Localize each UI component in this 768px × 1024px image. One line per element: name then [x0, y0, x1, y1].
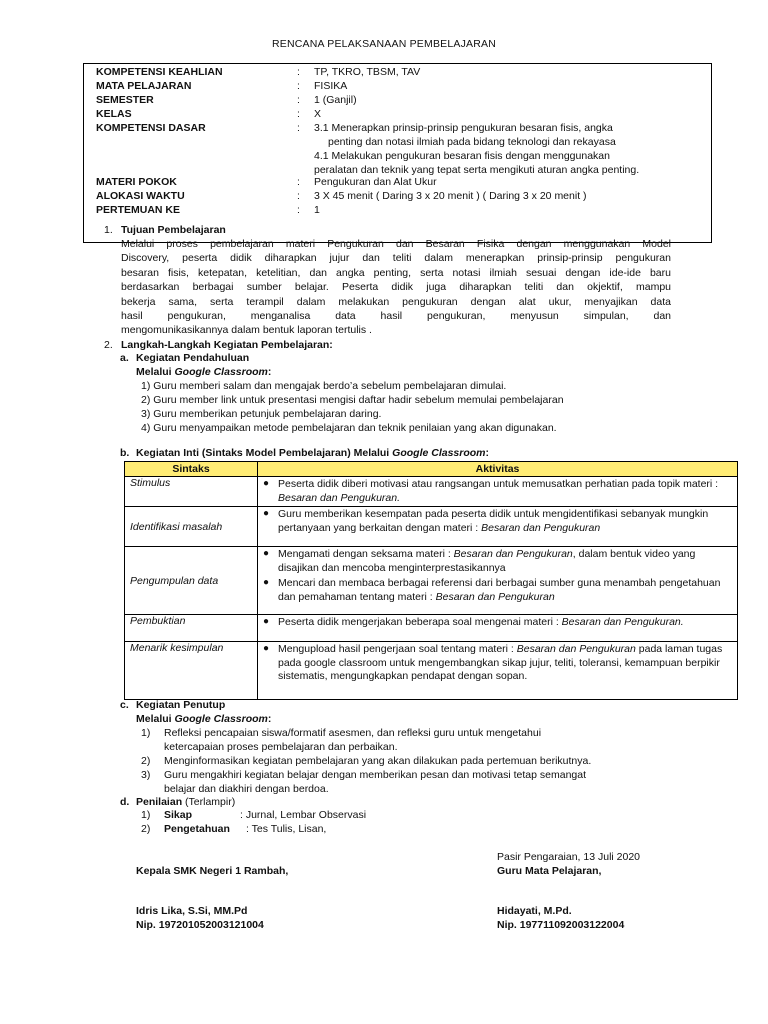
place-date: Pasir Pengaraian, 13 Juli 2020: [497, 851, 641, 863]
activity-text: Besaran dan Pengukuran: [516, 643, 636, 655]
bullet-icon: ●: [263, 548, 270, 559]
assessment-item-value: : Tes Tulis, Lisan,: [246, 823, 327, 835]
teacher-name: Hidayati, M.Pd.: [497, 905, 572, 917]
table-row: [125, 477, 738, 507]
assessment-item-number: 2): [141, 823, 151, 835]
objective-line: Melalui proses pembelajaran materi Pengukuran dan Besaran Fisika dengan menggunakan Model: [121, 238, 671, 250]
opening-activity-item: 1) Guru memberi salam dan mengajak berdo’a sebelum pembelajaran dimulai.: [141, 380, 507, 392]
info-label: PERTEMUAN KE: [96, 204, 181, 216]
syntax-name: Menarik kesimpulan: [125, 642, 258, 700]
section-2a-platform: Google Classroom: [174, 366, 268, 378]
activity-text: Besaran dan Pengukuran: [435, 590, 555, 603]
activity-item: [258, 615, 737, 631]
table-row: [125, 507, 738, 547]
assessment-item-value: : Jurnal, Lembar Observasi: [240, 809, 367, 821]
info-colon: :: [297, 108, 300, 120]
objective-line: bekerja sama, serta terampil dalam melakukan pengukuran dengan alat ukur, menyajikan data: [121, 295, 671, 308]
objective-line: hasil pengukuran, menganalisa data hasil pengukuran, menyusun simpulan, dan: [121, 310, 671, 322]
info-value: 3 X 45 menit ( Daring 3 x 20 menit ) ( Daring 3 x 20 menit ): [314, 190, 587, 202]
closing-item-text: Menginformasikan kegiatan pembelajaran yang akan dilakukan pada pertemuan berikutnya.: [164, 755, 592, 767]
closing-item-number: 1): [141, 727, 151, 739]
activity-text: Peserta didik mengerjakan beberapa soal mengenai materi :: [278, 616, 562, 628]
section-2a-heading: Kegiatan Pendahuluan: [136, 352, 250, 364]
activity-cell: [258, 477, 738, 507]
activity-cell: [258, 507, 738, 547]
activity-text: Guru memberikan kesempatan pada peserta didik untuk mengidentifikasi sebanyak mungkin pertanyaan yang berkaitan dengan materi :: [278, 508, 709, 534]
bullet-icon: ●: [263, 508, 270, 519]
table-row: [125, 615, 738, 642]
activity-text: Besaran dan Pengukuran.: [278, 491, 401, 504]
principal-name: Idris Lika, S.Si, MM.Pd: [136, 905, 248, 917]
bullet-icon: ●: [263, 616, 270, 627]
section-2b-heading-wrap: Kegiatan Inti (Sintaks Model Pembelajaran) Melalui Google Classroom:: [136, 447, 490, 459]
info-value-continued: peralatan dan teknik yang tepat serta mengikuti aturan angka penting.: [314, 164, 640, 176]
closing-item-number: 3): [141, 769, 151, 781]
section-2a-via: Melalui Google Classroom:: [136, 366, 272, 378]
teacher-role: Guru Mata Pelajaran,: [497, 865, 602, 877]
activity-text: Besaran dan Pengukuran: [481, 521, 601, 534]
syntax-name: Pembuktian: [125, 615, 258, 642]
info-label: ALOKASI WAKTU: [96, 190, 185, 202]
section-1-number: 1.: [104, 224, 113, 236]
opening-activity-item: 3) Guru memberikan petunjuk pembelajaran daring.: [141, 408, 382, 420]
activity-item: [258, 547, 737, 576]
activity-text: Mengamati dengan seksama materi :: [278, 548, 454, 560]
activity-text: Mengupload hasil pengerjaan soal tentang materi :: [278, 643, 517, 655]
activity-cell: [258, 547, 738, 615]
activity-item: [258, 576, 737, 605]
info-value-continued: penting dan notasi ilmiah pada bidang teknologi dan rekayasa: [328, 136, 616, 148]
info-label: MATA PELAJARAN: [96, 80, 192, 92]
info-value: Pengukuran dan Alat Ukur: [314, 176, 437, 188]
section-2d-note: (Terlampir): [185, 796, 236, 808]
section-2c-platform: Google Classroom: [174, 713, 268, 725]
document-title: RENCANA PELAKSANAAN PEMBELAJARAN: [271, 38, 497, 50]
info-label: SEMESTER: [96, 94, 154, 106]
opening-activity-item: 4) Guru menyampaikan metode pembelajaran dan teknik penilaian yang akan digunakan.: [141, 422, 557, 434]
info-colon: :: [297, 80, 300, 92]
table-row: [125, 642, 738, 700]
principal-role: Kepala SMK Negeri 1 Rambah,: [136, 865, 289, 877]
info-colon: :: [297, 204, 300, 216]
section-1-heading: Tujuan Pembelajaran: [121, 224, 226, 236]
info-colon: :: [297, 190, 300, 202]
section-2c-letter: c.: [120, 699, 129, 711]
objective-line: besaran fisis, ketepatan, ketelitian, dan angka penting, serta notasi ilmiah sesuai dengan ide-ide baru: [121, 266, 671, 279]
closing-item-text: Refleksi pencapaian siswa/formatif asesmen, dan refleksi guru untuk mengetahui: [164, 727, 542, 739]
section-2-heading: Langkah-Langkah Kegiatan Pembelajaran:: [121, 339, 333, 351]
closing-item-number: 2): [141, 755, 151, 767]
activity-text: Besaran dan Pengukuran.: [561, 616, 684, 628]
info-colon: :: [297, 66, 300, 78]
table-header-aktivitas: Aktivitas: [258, 462, 738, 477]
info-label: KOMPETENSI KEAHLIAN: [96, 66, 223, 78]
opening-activity-item: 2) Guru member link untuk presentasi mengisi daftar hadir sebelum memulai pembelajaran: [141, 394, 564, 406]
activity-text: Besaran dan Pengukuran: [453, 548, 573, 560]
activity-item: [258, 507, 737, 536]
info-value: 3.1 Menerapkan prinsip-prinsip pengukuran besaran fisis, angka: [314, 122, 613, 134]
section-2c-heading: Kegiatan Penutup: [136, 699, 226, 711]
syntax-name: Identifikasi masalah: [125, 507, 258, 547]
info-colon: :: [297, 176, 300, 188]
section-2c-via-word: Melalui: [136, 713, 172, 725]
bullet-icon: ●: [263, 478, 270, 489]
syntax-table: [124, 461, 738, 700]
principal-nip: Nip. 197201052003121004: [136, 919, 264, 931]
info-colon: :: [297, 122, 300, 134]
teacher-nip: Nip. 197711092003122004: [497, 919, 625, 931]
section-2-number: 2.: [104, 339, 113, 351]
bullet-icon: ●: [263, 643, 270, 654]
activity-text: Mencari dan membaca berbagai referensi dari berbagai sumber guna menambah pengetahuan dan pemahaman tentang materi :: [278, 577, 721, 603]
table-header-sintaks: Sintaks: [125, 462, 258, 477]
section-2a-via-word: Melalui: [136, 366, 172, 378]
section-2b-letter: b.: [120, 447, 130, 459]
closing-item-text: Guru mengakhiri kegiatan belajar dengan memberikan pesan dan motivasi tetap semangat: [164, 769, 586, 781]
objective-line: Discovery, peserta didik diharapkan jujur dan teliti dalam menerapkan prinsip-prinsip pengukuran: [121, 252, 671, 265]
section-2c-via: Melalui Google Classroom:: [136, 713, 272, 725]
section-2d-heading-wrap: [136, 796, 235, 808]
objective-line: mengomunikasikannya dalam bentuk laporan tertulis .: [121, 324, 372, 337]
section-2b-platform: Google Classroom: [392, 447, 486, 459]
activity-text: Peserta didik diberi motivasi atau rangsangan untuk memusatkan perhatian pada topik materi :: [278, 478, 719, 490]
section-2a-letter: a.: [120, 352, 129, 364]
objective-line: berdasarkan berbagai sumber belajar. Peserta didik juga diharapkan teliti dan okjektif, mampu: [121, 281, 671, 294]
activity-item: [258, 477, 737, 506]
assessment-item-label: Pengetahuan: [164, 823, 230, 835]
info-value: X: [314, 108, 322, 120]
info-label: KOMPETENSI DASAR: [96, 122, 206, 134]
closing-item-text: belajar dan diakhiri dengan berdoa.: [164, 783, 329, 795]
info-value: 1: [314, 204, 320, 216]
info-label: KELAS: [96, 108, 132, 120]
table-row: [125, 547, 738, 615]
info-value: FISIKA: [314, 80, 348, 92]
bullet-icon: ●: [263, 577, 270, 588]
info-colon: :: [297, 94, 300, 106]
activity-item: [258, 642, 737, 685]
activity-text: , dalam bentuk video yang disajikan dan mencoba menginterprestasikannya: [278, 548, 696, 574]
info-value: 1 (Ganjil): [314, 94, 357, 106]
syntax-name: Stimulus: [125, 477, 258, 507]
assessment-item-number: 1): [141, 809, 151, 821]
syntax-name: Pengumpulan data: [125, 547, 258, 615]
activity-cell: [258, 615, 738, 642]
info-value-continued: 4.1 Melakukan pengukuran besaran fisis dengan menggunakan: [314, 150, 610, 162]
section-2b-heading: Kegiatan Inti (Sintaks Model Pembelajaran) Melalui: [136, 447, 390, 459]
info-value: TP, TKRO, TBSM, TAV: [314, 66, 421, 78]
closing-item-text: ketercapaian proses pembelajaran dan perbaikan.: [164, 741, 398, 753]
info-label: MATERI POKOK: [96, 176, 177, 188]
activity-cell: [258, 642, 738, 700]
identity-box: [83, 63, 712, 243]
activity-text: pada laman tugas pada google classroom untuk mengembangkan sikap jujur, teliti, toleransi, kemampuan berpikir sistematis, mengungkapkan pendapat dengan sopan.: [278, 643, 723, 682]
assessment-item-label: Sikap: [164, 809, 193, 821]
section-2d-heading: Penilaian: [136, 796, 183, 808]
section-2d-letter: d.: [120, 796, 130, 808]
